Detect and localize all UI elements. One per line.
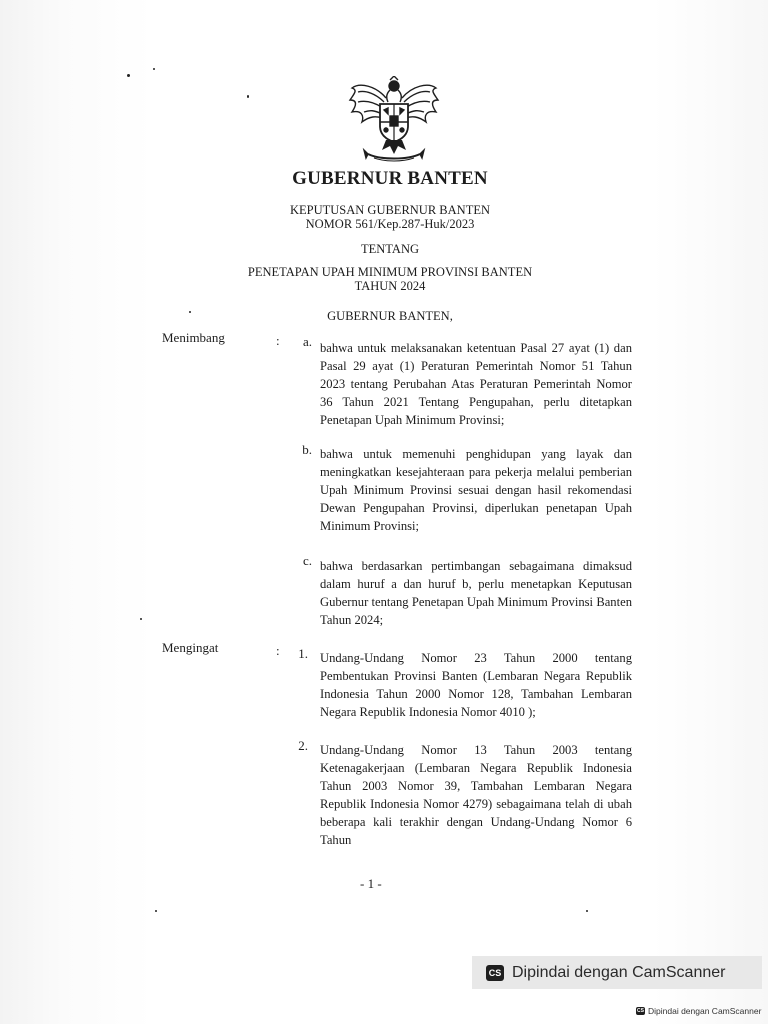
menimbang-item-b: bahwa untuk memenuhi penghidupan yang layak dan meningkatkan kesejahteraan para pekerja melalui pemberian Upah Minimum Provinsi sesuai dengan hasil rekomendasi Dewan Pengupahan Provinsi, diperlukan penetapan Upah Minimum Provinsi; [320, 447, 632, 533]
governor-line: GUBERNUR BANTEN, [327, 309, 453, 323]
decree-number: NOMOR 561/Kep.287-Huk/2023 [305, 217, 475, 231]
scan-speck [127, 74, 130, 77]
scan-speck [155, 910, 157, 912]
menimbang-item-marker: a. [302, 334, 312, 349]
scan-speck [586, 910, 588, 912]
governor-title: GUBERNUR BANTEN [292, 168, 488, 189]
subject-line-2: TAHUN 2024 [354, 279, 426, 293]
mengingat-colon: : [276, 643, 280, 658]
mengingat-item-marker: 2. [298, 738, 308, 753]
menimbang-item-c: bahwa berdasarkan pertimbangan sebagaimana dimaksud dalam huruf a dan huruf b, perlu menetapkan Keputusan Gubernur tentang Penetapan Upah Minimum Provinsi Banten Tahun 2024; [320, 559, 632, 627]
scan-speck [140, 618, 142, 620]
camscanner-small-logo-icon: CS [637, 1008, 644, 1014]
decree-line-1: KEPUTUSAN GUBERNUR BANTEN [289, 203, 490, 217]
camscanner-small-text: Dipindai dengan CamScanner [648, 1006, 762, 1016]
camscanner-watermark [472, 956, 762, 989]
mengingat-label: Mengingat [162, 640, 219, 655]
mengingat-item-1: Undang-Undang Nomor 23 Tahun 2000 tentang Pembentukan Provinsi Banten (Lembaran Negara Republik Indonesia Tahun 2000 Nomor 128, Tambahan Lembaran Negara Republik Indonesia Nomor 4010 ); [320, 651, 632, 719]
page-number: - 1 - [360, 876, 382, 891]
menimbang-label: Menimbang [162, 330, 225, 345]
mengingat-item-marker: 1. [298, 646, 308, 661]
camscanner-small-watermark [636, 1006, 761, 1016]
scan-speck [247, 95, 249, 98]
camscanner-logo-icon: CS [486, 965, 504, 981]
menimbang-item-marker: b. [302, 442, 312, 457]
tentang-heading: TENTANG [360, 242, 419, 256]
scan-speck [153, 68, 155, 70]
mengingat-item-2: Undang-Undang Nomor 13 Tahun 2003 tentang Ketenagakerjaan (Lembaran Negara Republik Indonesia Tahun 2003 Nomor 39, Tambahan Lembaran Negara Republik Indonesia Nomor 4279) sebagaimana telah di ubah beberapa kali terakhir dengan Undang-Undang Nomor 6 Tahun [320, 743, 632, 847]
subject-line-1: PENETAPAN UPAH MINIMUM PROVINSI BANTEN [247, 265, 533, 279]
camscanner-text: Dipindai dengan CamScanner [512, 963, 726, 981]
menimbang-item-a: bahwa untuk melaksanakan ketentuan Pasal 27 ayat (1) dan Pasal 29 ayat (1) Peraturan Pemerintah Nomor 51 Tahun 2023 tentang Perubahan Atas Peraturan Pemerintah Nomor 36 Tahun 2021 Tentang Pengupahan, perlu ditetapkan Penetapan Upah Minimum Provinsi; [320, 341, 632, 427]
menimbang-colon: : [276, 333, 280, 348]
menimbang-item-marker: c. [302, 553, 312, 568]
decree-subject [190, 265, 590, 293]
garuda-emblem-icon [346, 76, 442, 166]
decree-heading [190, 203, 590, 231]
